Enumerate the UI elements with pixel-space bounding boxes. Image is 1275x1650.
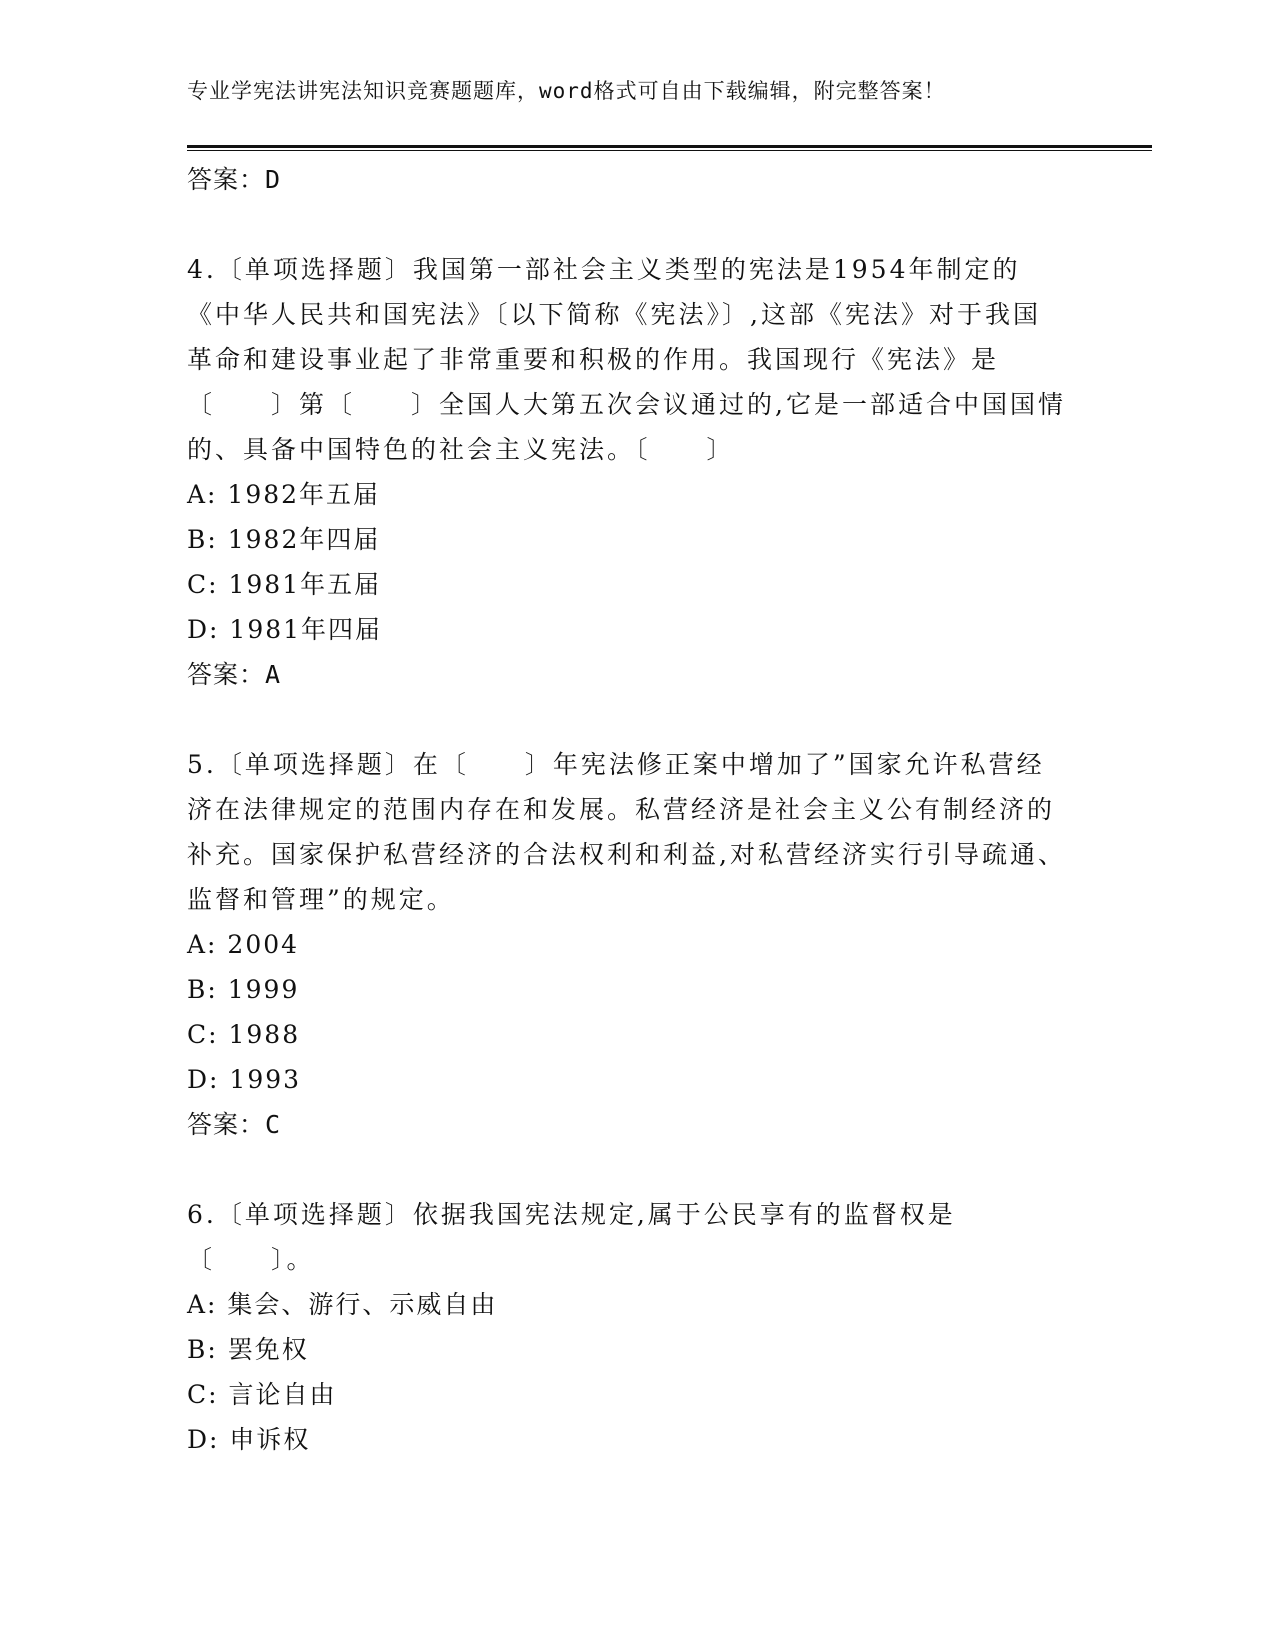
question-text: 4.〔单项选择题〕我国第一部社会主义类型的宪法是1954年制定的《中华人民共和国宪法》〔以下简称《宪法》〕,这部《宪法》对于我国革命和建设事业起了非常重要和积极的作用。我国现行《宪法》是〔 〕第〔 〕全国人大第五次会议通过的,它是一部适合中国国情的、具备中国特色的社会主义宪法。〔 〕 [187, 255, 1066, 464]
document-body [187, 157, 1087, 1462]
option-b: B: 1982年四届 [187, 525, 381, 554]
option-b: B: 1999 [187, 975, 300, 1004]
option-b: B: 罢免权 [187, 1335, 309, 1364]
question-block [187, 742, 1087, 1148]
option-c: C: 1981年五届 [187, 570, 382, 599]
answer-line: 答案：D [187, 165, 282, 194]
option-c: C: 言论自由 [187, 1380, 337, 1409]
option-a: A: 1982年五届 [187, 480, 381, 509]
question-block [187, 247, 1087, 698]
option-d: D: 申诉权 [187, 1425, 311, 1454]
option-d: D: 1981年四届 [187, 615, 383, 644]
option-a: A: 2004 [187, 930, 300, 959]
question-block [187, 1192, 1087, 1462]
header-rule-thick [187, 145, 1152, 148]
answer-line: 答案：C [187, 1110, 282, 1139]
answer-line: 答案：A [187, 660, 282, 689]
header-rule-thin [187, 150, 1152, 151]
option-a: A: 集会、游行、示威自由 [187, 1290, 498, 1319]
question-text: 5.〔单项选择题〕在〔 〕年宪法修正案中增加了”国家允许私营经济在法律规定的范围内存在和发展。私营经济是社会主义公有制经济的补充。国家保护私营经济的合法权利和利益,对私营经济实行引导疏通、监督和管理”的规定。 [187, 750, 1066, 914]
page-header: 专业学宪法讲宪法知识竞赛题题库，word格式可自由下载编辑，附完整答案！ [187, 79, 946, 103]
question-text: 6.〔单项选择题〕依据我国宪法规定,属于公民享有的监督权是〔 〕。 [187, 1200, 956, 1274]
option-c: C: 1988 [187, 1020, 301, 1049]
option-d: D: 1993 [187, 1065, 302, 1094]
